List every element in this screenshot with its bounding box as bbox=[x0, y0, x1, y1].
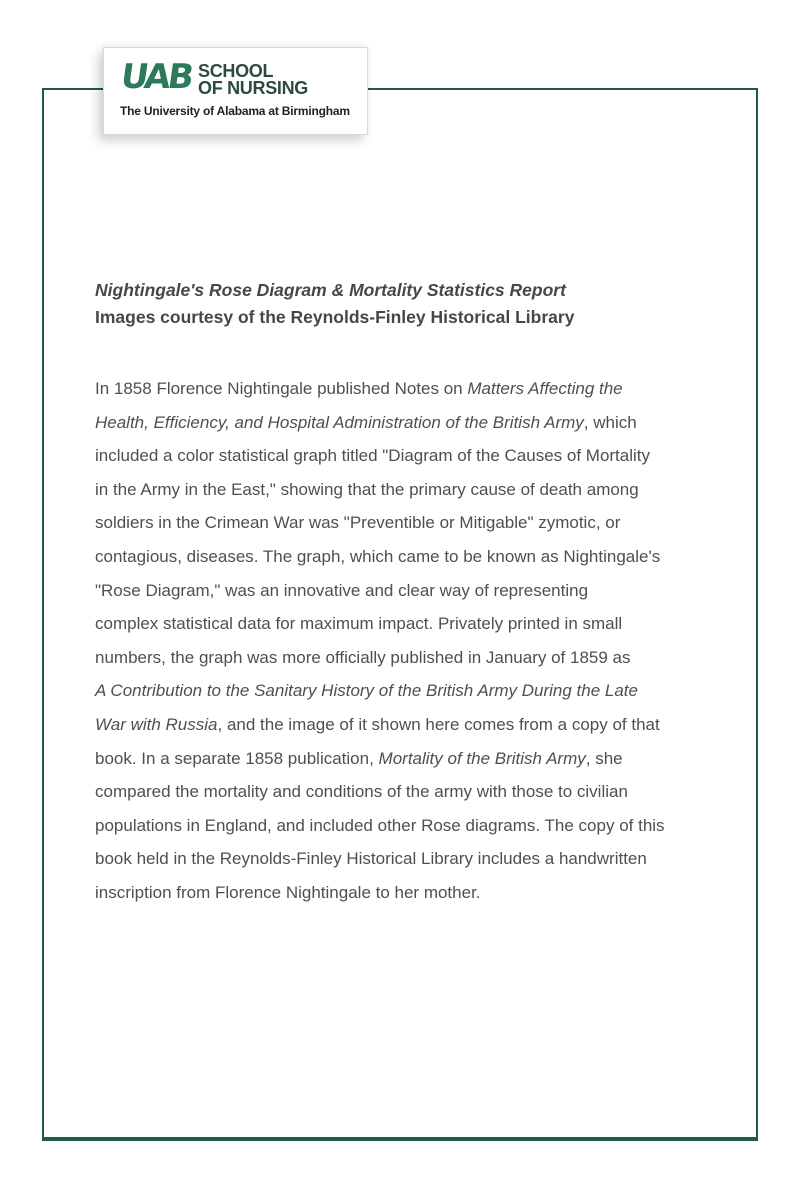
paragraph-line: War with Russia, and the image of it shown here comes from a copy of that bbox=[95, 714, 660, 734]
school-of-nursing-wordmark bbox=[198, 63, 308, 97]
document-title-block bbox=[95, 277, 574, 331]
paragraph-line: populations in England, and included other Rose diagrams. The copy of this bbox=[95, 815, 665, 835]
university-tagline: The University of Alabama at Birmingham bbox=[120, 104, 350, 118]
document-title: Nightingale's Rose Diagram & Mortality Statistics Report bbox=[95, 280, 566, 300]
body-paragraph bbox=[95, 372, 665, 910]
paragraph-line: In 1858 Florence Nightingale published Notes on Matters Affecting the bbox=[95, 379, 623, 398]
paragraph-line: "Rose Diagram," was an innovative and clear way of representing bbox=[95, 580, 589, 600]
school-wordmark-line2: OF NURSING bbox=[198, 78, 309, 98]
paragraph-line: soldiers in the Crimean War was "Preventible or Mitigable" zymotic, or bbox=[95, 513, 621, 533]
paragraph-line: book. In a separate 1858 publication, Mortality of the British Army, she bbox=[95, 748, 623, 768]
uab-logo-mark: UAB bbox=[118, 57, 194, 97]
paragraph-line: Health, Efficiency, and Hospital Administration of the British Army, which bbox=[95, 412, 637, 432]
paragraph-line: book held in the Reynolds-Finley Historical Library includes a handwritten bbox=[95, 849, 647, 869]
paragraph-line: complex statistical data for maximum impact. Privately printed in small bbox=[95, 614, 623, 634]
paragraph-line: in the Army in the East," showing that the primary cause of death among bbox=[95, 479, 639, 499]
image-credit-line: Images courtesy of the Reynolds-Finley Historical Library bbox=[95, 307, 575, 327]
paragraph-line: A Contribution to the Sanitary History of the British Army During the Late bbox=[95, 681, 638, 701]
school-wordmark-line1: SCHOOL bbox=[198, 61, 274, 81]
paragraph-line: included a color statistical graph titled "Diagram of the Causes of Mortality bbox=[95, 446, 651, 466]
uab-school-of-nursing-logo bbox=[103, 47, 368, 135]
paragraph-line: compared the mortality and conditions of the army with those to civilian bbox=[95, 782, 628, 802]
paragraph-line: contagious, diseases. The graph, which came to be known as Nightingale's bbox=[95, 546, 661, 566]
paragraph-line: numbers, the graph was more officially published in January of 1859 as bbox=[95, 647, 631, 667]
paragraph-line: inscription from Florence Nightingale to her mother. bbox=[95, 882, 481, 902]
